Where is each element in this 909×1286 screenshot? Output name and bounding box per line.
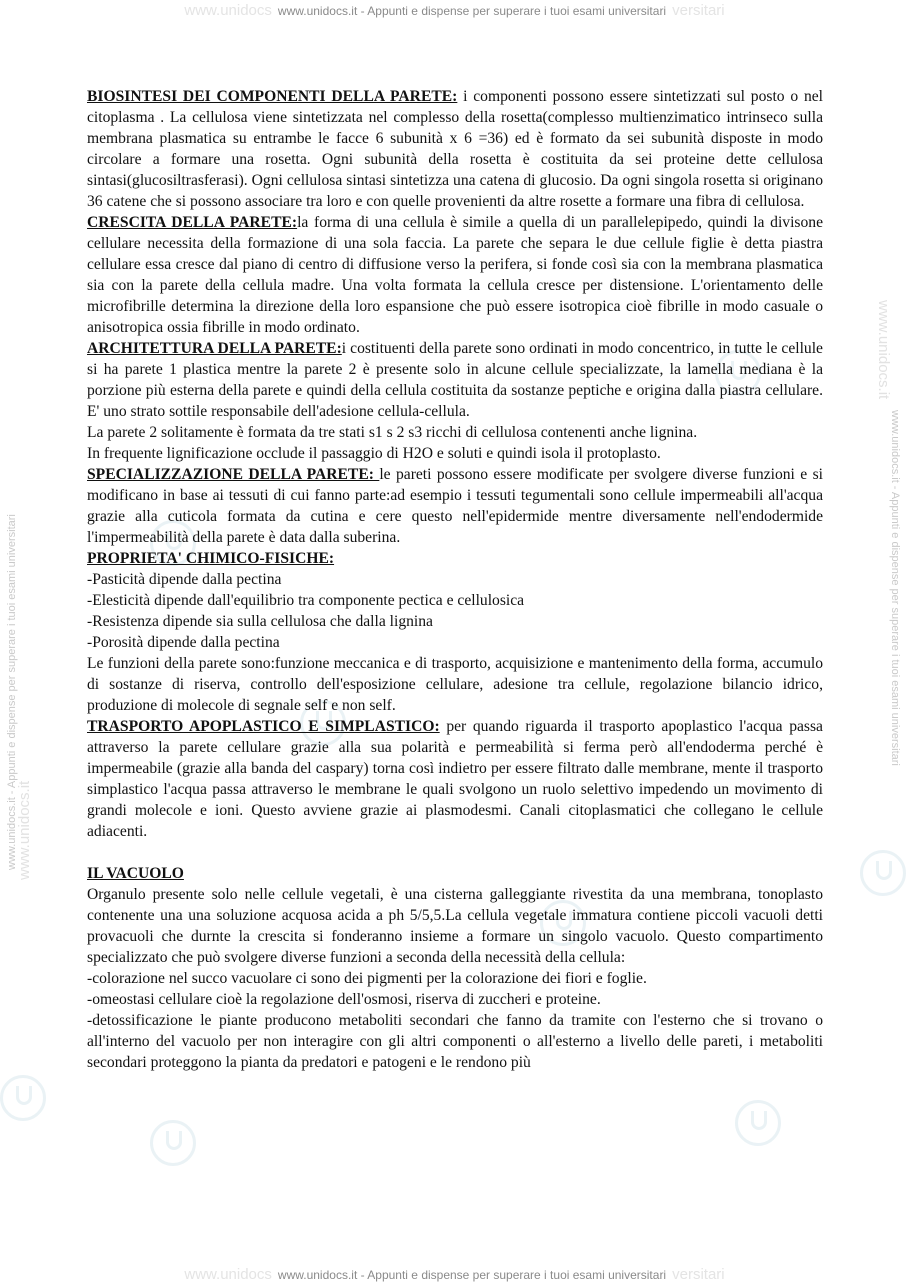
right-watermark-text: www.unidocs.it - Appunti e dispense per superare i tuoi esami universitari [889, 410, 901, 766]
watermark-logo-icon [860, 850, 906, 896]
heading-trasporto: TRASPORTO APOPLASTICO E SIMPLASTICO: [87, 718, 440, 735]
paragraph-architettura [87, 338, 823, 422]
heading-vacuolo: IL VACUOLO [87, 865, 184, 882]
heading-proprieta: PROPRIETA' CHIMICO-FISICHE: [87, 550, 335, 567]
heading-proprieta-line [87, 548, 823, 569]
bottom-banner [0, 1264, 909, 1286]
banner-ghost-left: www.unidocs [184, 2, 272, 19]
paragraph-vacuolo: Organulo presente solo nelle cellule vegetali, è una cisterna galleggiante rivestita da una membrana, tonoplasto contenente una una soluzione acquosa acida a ph 5/5,5.La cellula vegetale immatura contiene piccoli vacuoli detti provacuoli che durnte la crescita si fonderanno insieme a formare un singolo vacuolo. Questo compartimento specializzato che può svolgere diverse funzioni a seconda della necessità della cellula: [87, 886, 823, 966]
paragraph-crescita [87, 212, 823, 338]
left-watermark-ghost: www.unidocs.it [16, 780, 33, 880]
heading-vacuolo-line [87, 863, 823, 884]
paragraph-architettura-line2: La parete 2 solitamente è formata da tre stati s1 s 2 s3 ricchi di cellulosa contenenti anche lignina. [87, 424, 698, 441]
paragraph-funzioni: Le funzioni della parete sono:funzione meccanica e di trasporto, acquisizione e mantenimento della forma, accumulo di sostanze di riserva, controllo dell'esposizione cellulare, adesione tra cellule, regolazione bilancio idrico, produzione di molecole di segnale self e non self. [87, 655, 823, 714]
text-biosintesi: i componenti possono essere sintetizzati sul posto o nel citoplasma . La cellulosa viene sintetizzata nel complesso della rosetta(complesso multienzimatico intrinseco sulla membrana plasmatica su entrambe le facce 6 subunità x 6 =36) ed è formato da sei subunità disposte in modo circolare a formare una rosetta. Ogni subunità della rosetta è costituita da sei proteine dette cellulosa sintasi(glucosiltrasferasi). Ogni cellulosa sintasi sintetizza una catena di glucosio. Da ogni singola rosetta si originano 36 catene che si possono associare tra loro e con quelle provenienti da altre rosette a formare una fibra di cellulosa. [87, 88, 823, 210]
heading-specializzazione: SPECIALIZZAZIONE DELLA PARETE: [87, 466, 380, 483]
paragraph-specializzazione [87, 464, 823, 548]
watermark-logo-icon [150, 1120, 196, 1166]
watermark-logo-icon [0, 1075, 46, 1121]
text-trasporto: per quando riguarda il trasporto apoplastico l'acqua passa attraverso la parete cellulare grazie alla sua polarità e permeabilità si ferma però all'endoderma perché è impermeabile (grazie alla banda del caspary) torna così indietro per essere filtrato dalle membrane, mente il trasporto simplastico l'acqua passa attraverso le membrane le quali svolgono un ruolo selettivo impedendo un movimento di grandi molecole e ioni. Questo avviene grazie ai plasmodesmi. Canali citoplasmatici che collegano le cellule adiacenti. [87, 718, 823, 840]
left-watermark-text: www.unidocs.it - Appunti e dispense per superare i tuoi esami universitari [6, 514, 18, 870]
text-specializzazione: le pareti possono essere modificate per svolgere diverse funzioni e si modificano in base ai tessuti di cui fanno parte:ad esempio i tessuti tegumentali sono cellule impermeabili all'acqua grazie alla cuticola formata da cutina e cere questo nell'epidermide mentre diversamente nell'endodermide l'impermeabilità della parete è data dalla suberina. [87, 466, 823, 546]
list-item: -colorazione nel succo vacuolare ci sono dei pigmenti per la colorazione dei fiori e foglie. [87, 970, 647, 987]
list-item: -detossificazione le piante producono metaboliti secondari che fanno da tramite con l'esterno che si trovano o all'interno del vacuolo per non interagire con gli altri componenti o all'esterno a livello delle pareti, i metaboliti secondari proteggono la pianta da predatori e patogeni e le rendono più [87, 1012, 823, 1071]
paragraph-architettura-line3: In frequente lignificazione occlude il passaggio di H2O e soluti e quindi isola il protoplasto. [87, 445, 661, 462]
paragraph-biosintesi [87, 86, 823, 212]
list-item: -Elesticità dipende dall'equilibrio tra componente pectica e cellulosica [87, 592, 525, 609]
list-item: -Porosità dipende dalla pectina [87, 634, 280, 651]
document-body [87, 86, 823, 1073]
paragraph-trasporto [87, 716, 823, 842]
banner-ghost-left: www.unidocs [184, 1266, 272, 1283]
top-banner [0, 0, 909, 22]
banner-ghost-right: versitari [672, 2, 725, 19]
heading-crescita: CRESCITA DELLA PARETE: [87, 214, 298, 231]
heading-architettura: ARCHITETTURA DELLA PARETE: [87, 340, 342, 357]
text-crescita: la forma di una cellula è simile a quella di un parallelepipedo, quindi la divisone cellulare necessita della formazione di una sola faccia. La parete che separa le due cellule figlie è detta piastra cellulare essa cresce dal piano di centro di diffusione verso la perifera, si fonde così sia con la membrana plasmatica sia con la parete della cellula madre. Una volta formata la cellula cresce per distensione. L'orientamento delle microfibrille determina la direzione della loro espansione che può essere isotropica cioè fibrille in modo casuale o anisotropica ossia fibrille in modo ordinato. [87, 214, 823, 336]
list-item: -omeostasi cellulare cioè la regolazione dell'osmosi, riserva di zuccheri e proteine. [87, 991, 601, 1008]
list-item: -Pasticità dipende dalla pectina [87, 571, 282, 588]
bottom-banner-text: www.unidocs.it - Appunti e dispense per superare i tuoi esami universitari [277, 1268, 667, 1282]
right-watermark-ghost: www.unidocs.it [875, 300, 892, 400]
watermark-logo-icon [735, 1100, 781, 1146]
heading-biosintesi: BIOSINTESI DEI COMPONENTI DELLA PARETE: [87, 88, 458, 105]
paragraph-gap [87, 842, 823, 863]
list-item: -Resistenza dipende sia sulla cellulosa che dalla lignina [87, 613, 433, 630]
banner-ghost-right: versitari [672, 1266, 725, 1283]
top-banner-text: www.unidocs.it - Appunti e dispense per superare i tuoi esami universitari [277, 4, 667, 18]
text-architettura: i costituenti della parete sono ordinati in modo concentrico, in tutte le cellule si ha parete 1 plastica mentre la parete 2 è presente solo in alcune cellule specializzate, la lamella mediana è la porzione più esterna della parete e quindi della cellula costituita da sostanze peptiche e origina dalla piastra cellulare. E' uno strato sottile responsabile dell'adesione cellula-cellula. [87, 340, 823, 420]
